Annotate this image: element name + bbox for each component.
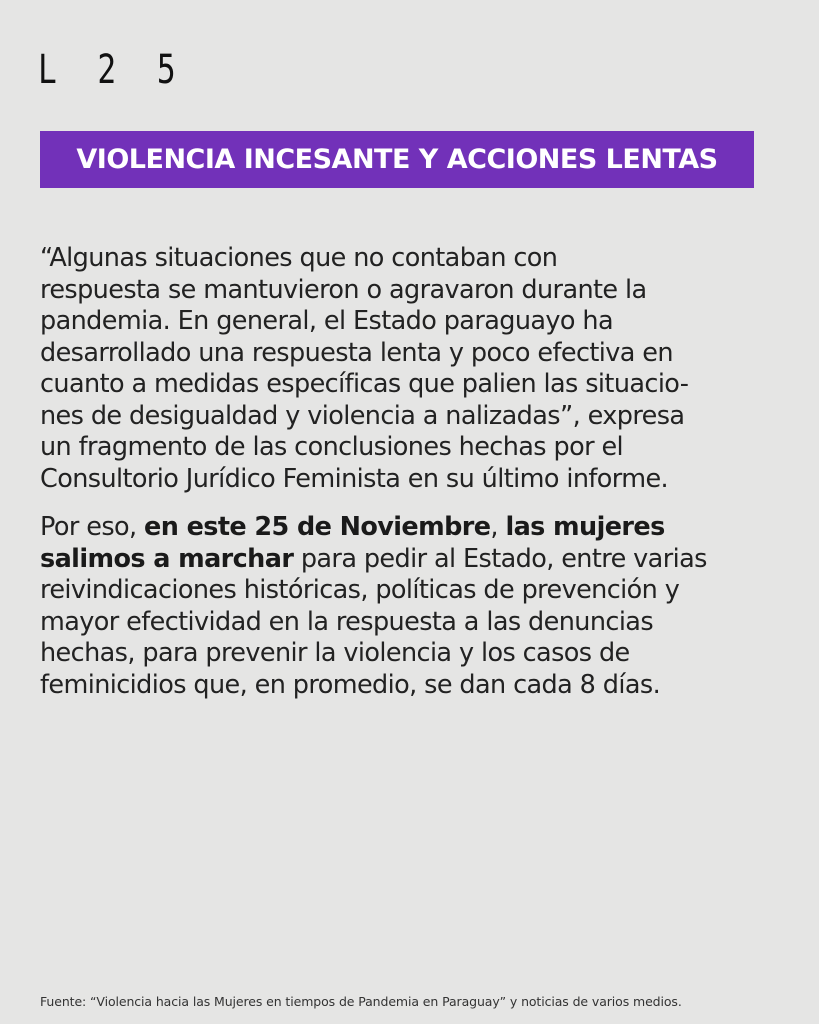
quote-line: Consultorio Jurídico Feminista en su último informe. <box>40 463 669 494</box>
quote-line: nes de desigualdad y violencia a nalizadas”, expresa <box>40 400 685 431</box>
call-text: , <box>490 512 506 542</box>
quote-line: respuesta se mantuvieron o agravaron durante la <box>40 274 647 305</box>
quote-line: “Algunas situaciones que no contaban con <box>40 243 558 273</box>
banner-title: VIOLENCIA INCESANTE Y ACCIONES LENTAS <box>76 144 718 175</box>
call-line <box>40 512 780 544</box>
call-line: reivindicaciones históricas, políticas de prevención y <box>40 575 680 605</box>
call-highlight: las mujeres <box>505 512 665 542</box>
call-highlight: salimos a marchar <box>40 543 294 574</box>
call-paragraph <box>40 512 780 701</box>
call-line <box>40 544 780 576</box>
call-line: mayor efectividad en la respuesta a las denuncias <box>40 606 654 637</box>
call-text: Por eso, <box>40 512 145 542</box>
call-text: para pedir al Estado, entre varias <box>293 543 707 574</box>
quote-line: pandemia. En general, el Estado paraguayo ha <box>40 306 613 336</box>
title-banner <box>40 131 754 188</box>
call-line: feminicidios que, en promedio, se dan cada 8 días. <box>40 669 661 700</box>
brand-logo: L 2 5 <box>38 47 187 93</box>
quote-line: un fragmento de las conclusiones hechas por el <box>40 432 624 462</box>
source-footnote: Fuente: “Violencia hacia las Mujeres en tiempos de Pandemia en Paraguay” y noticias de varios medios. <box>40 994 682 1009</box>
quote-paragraph <box>40 243 780 495</box>
call-highlight: en este 25 de Noviembre <box>144 512 491 542</box>
quote-line: cuanto a medidas específicas que palien las situacio- <box>40 369 689 399</box>
quote-line: desarrollado una respuesta lenta y poco efectiva en <box>40 337 673 368</box>
call-line: hechas, para prevenir la violencia y los casos de <box>40 638 630 668</box>
